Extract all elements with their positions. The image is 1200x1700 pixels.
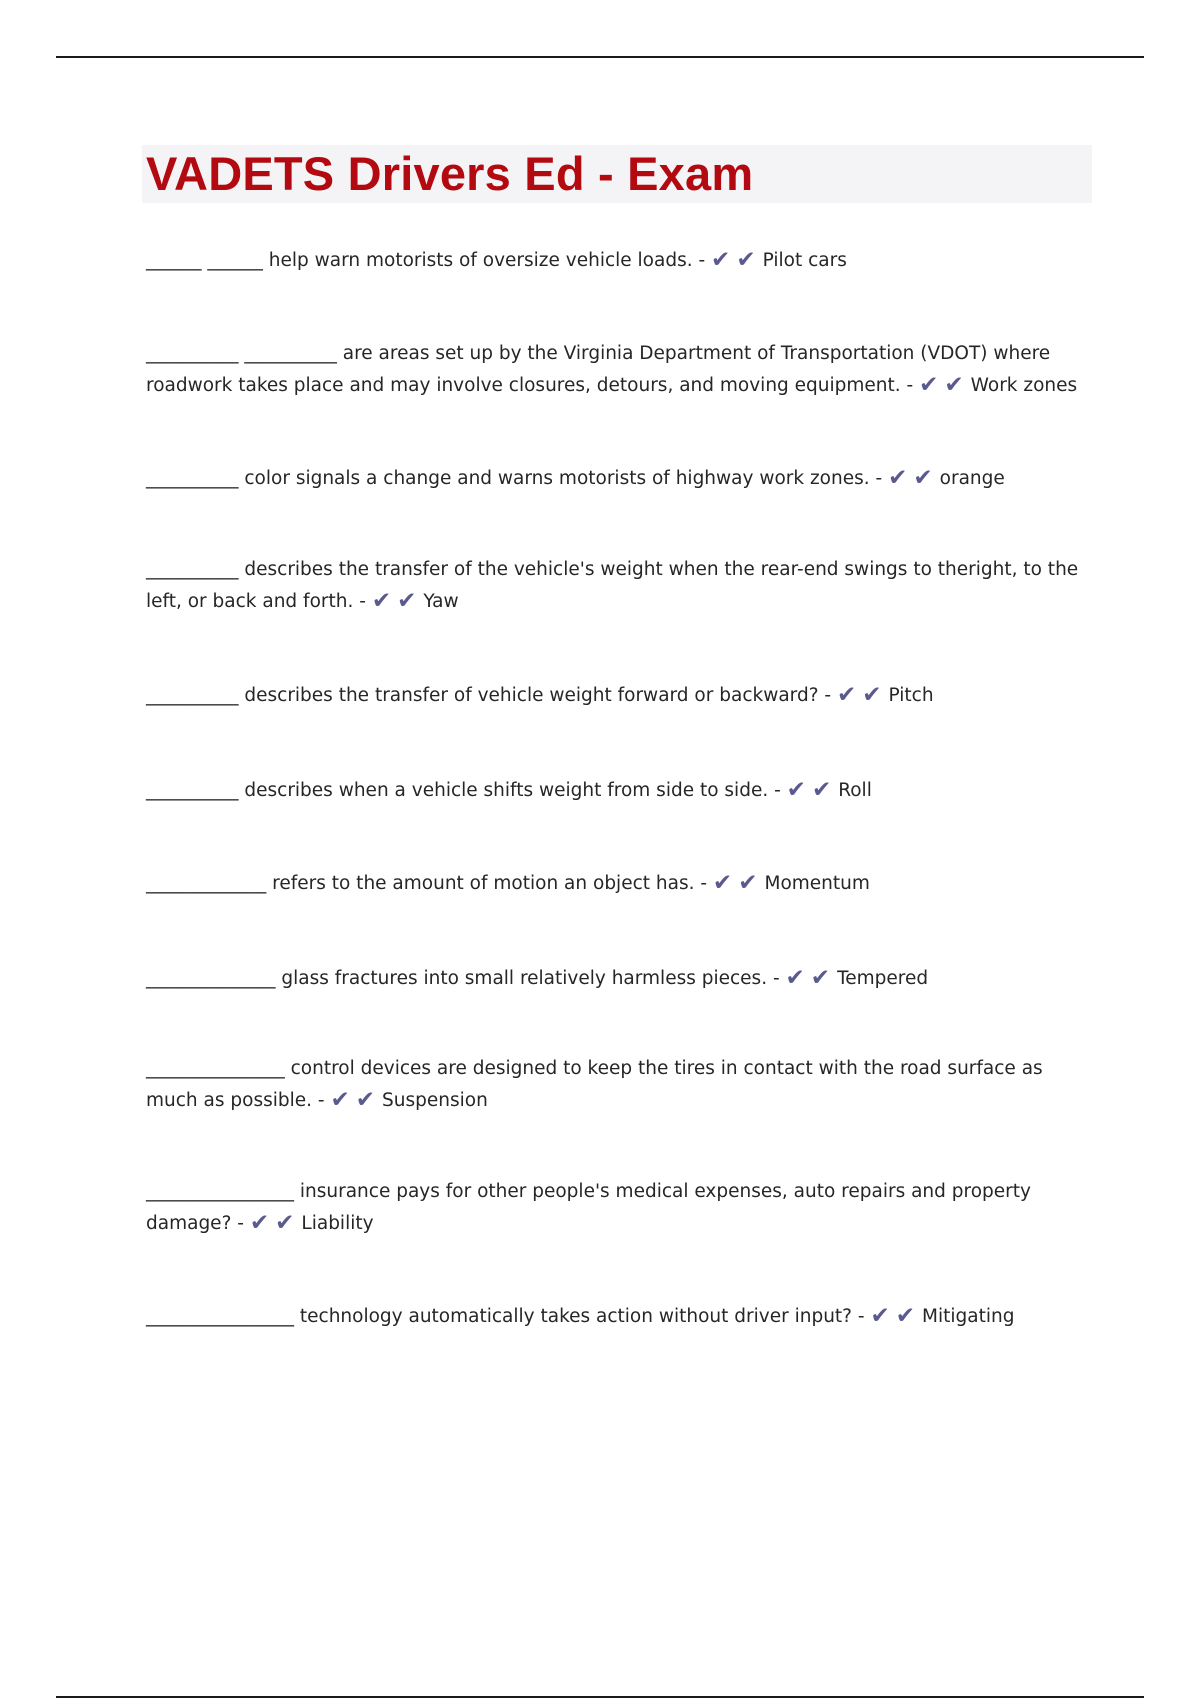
check-mark-icon: ✔ bbox=[810, 965, 831, 991]
answer-text: Tempered bbox=[837, 968, 929, 989]
check-mark-icon: ✔ bbox=[919, 372, 939, 398]
answer-text: Work zones bbox=[970, 375, 1078, 396]
answer-text: Roll bbox=[838, 780, 872, 801]
qa-item bbox=[146, 338, 1092, 402]
check-mark-icon: ✔ bbox=[786, 777, 806, 803]
answer-text: orange bbox=[939, 468, 1005, 489]
check-mark-icon: ✔ bbox=[397, 588, 417, 614]
check-mark-icon: ✔ bbox=[736, 247, 756, 273]
qa-item bbox=[146, 680, 1092, 712]
qa-item bbox=[146, 463, 1092, 495]
check-mark-icon: ✔ bbox=[895, 1303, 916, 1329]
answer-text: Mitigating bbox=[922, 1306, 1015, 1327]
check-mark-icon: ✔ bbox=[811, 777, 832, 803]
check-mark-icon: ✔ bbox=[738, 870, 758, 896]
question-text: _____________ refers to the amount of motion an object has. - bbox=[146, 873, 708, 894]
qa-item bbox=[146, 963, 1092, 995]
answer-text: Suspension bbox=[382, 1090, 488, 1111]
check-mark-icon: ✔ bbox=[275, 1210, 295, 1236]
check-mark-icon: ✔ bbox=[249, 1210, 270, 1236]
question-text: __________ __________ are areas set up by the Virginia Department of Transportation (VDOT) where roadwork takes place and may involve closures, detours, and moving equipment. - bbox=[146, 343, 1051, 396]
qa-item bbox=[146, 1301, 1092, 1333]
check-mark-icon: ✔ bbox=[870, 1303, 890, 1329]
qa-item bbox=[146, 868, 1092, 900]
qa-item bbox=[146, 245, 1092, 277]
qa-item bbox=[146, 775, 1092, 807]
check-mark-icon: ✔ bbox=[711, 247, 731, 273]
answer-text: Pitch bbox=[888, 685, 934, 706]
answer-text: Yaw bbox=[423, 591, 459, 612]
question-text: __________ describes the transfer of the vehicle's weight when the rear-end swings to theright, to the left, or back and forth. - bbox=[146, 559, 1079, 612]
check-mark-icon: ✔ bbox=[862, 682, 882, 708]
document-title: VADETS Drivers Ed - Exam bbox=[146, 147, 754, 200]
answer-text: Momentum bbox=[764, 873, 870, 894]
question-text: __________ color signals a change and warns motorists of highway work zones. - bbox=[146, 468, 883, 489]
check-mark-icon: ✔ bbox=[330, 1087, 350, 1113]
qa-item bbox=[146, 1053, 1092, 1117]
answer-text: Pilot cars bbox=[762, 250, 847, 271]
qa-item bbox=[146, 1176, 1092, 1240]
question-text: __________ describes when a vehicle shifts weight from side to side. - bbox=[146, 780, 781, 801]
check-mark-icon: ✔ bbox=[355, 1087, 376, 1113]
check-mark-icon: ✔ bbox=[888, 465, 908, 491]
footer-rule bbox=[56, 1696, 1144, 1698]
check-mark-icon: ✔ bbox=[836, 682, 857, 708]
question-text: ______ ______ help warn motorists of oversize vehicle loads. - bbox=[146, 250, 706, 271]
question-text: __________ describes the transfer of vehicle weight forward or backward? - bbox=[146, 685, 832, 706]
question-text: _______________ control devices are designed to keep the tires in contact with the road surface as much as possible. - bbox=[146, 1058, 1043, 1111]
check-mark-icon: ✔ bbox=[913, 465, 933, 491]
check-mark-icon: ✔ bbox=[785, 965, 805, 991]
question-text: ________________ technology automatically takes action without driver input? - bbox=[146, 1306, 865, 1327]
check-mark-icon: ✔ bbox=[371, 588, 392, 614]
question-text: ______________ glass fractures into small relatively harmless pieces. - bbox=[146, 968, 780, 989]
check-mark-icon: ✔ bbox=[712, 870, 733, 896]
question-text: ________________ insurance pays for other people's medical expenses, auto repairs and property damage? - bbox=[146, 1181, 1031, 1234]
check-mark-icon: ✔ bbox=[944, 372, 964, 398]
answer-text: Liability bbox=[301, 1213, 374, 1234]
header-rule bbox=[56, 56, 1144, 58]
qa-item bbox=[146, 554, 1092, 618]
